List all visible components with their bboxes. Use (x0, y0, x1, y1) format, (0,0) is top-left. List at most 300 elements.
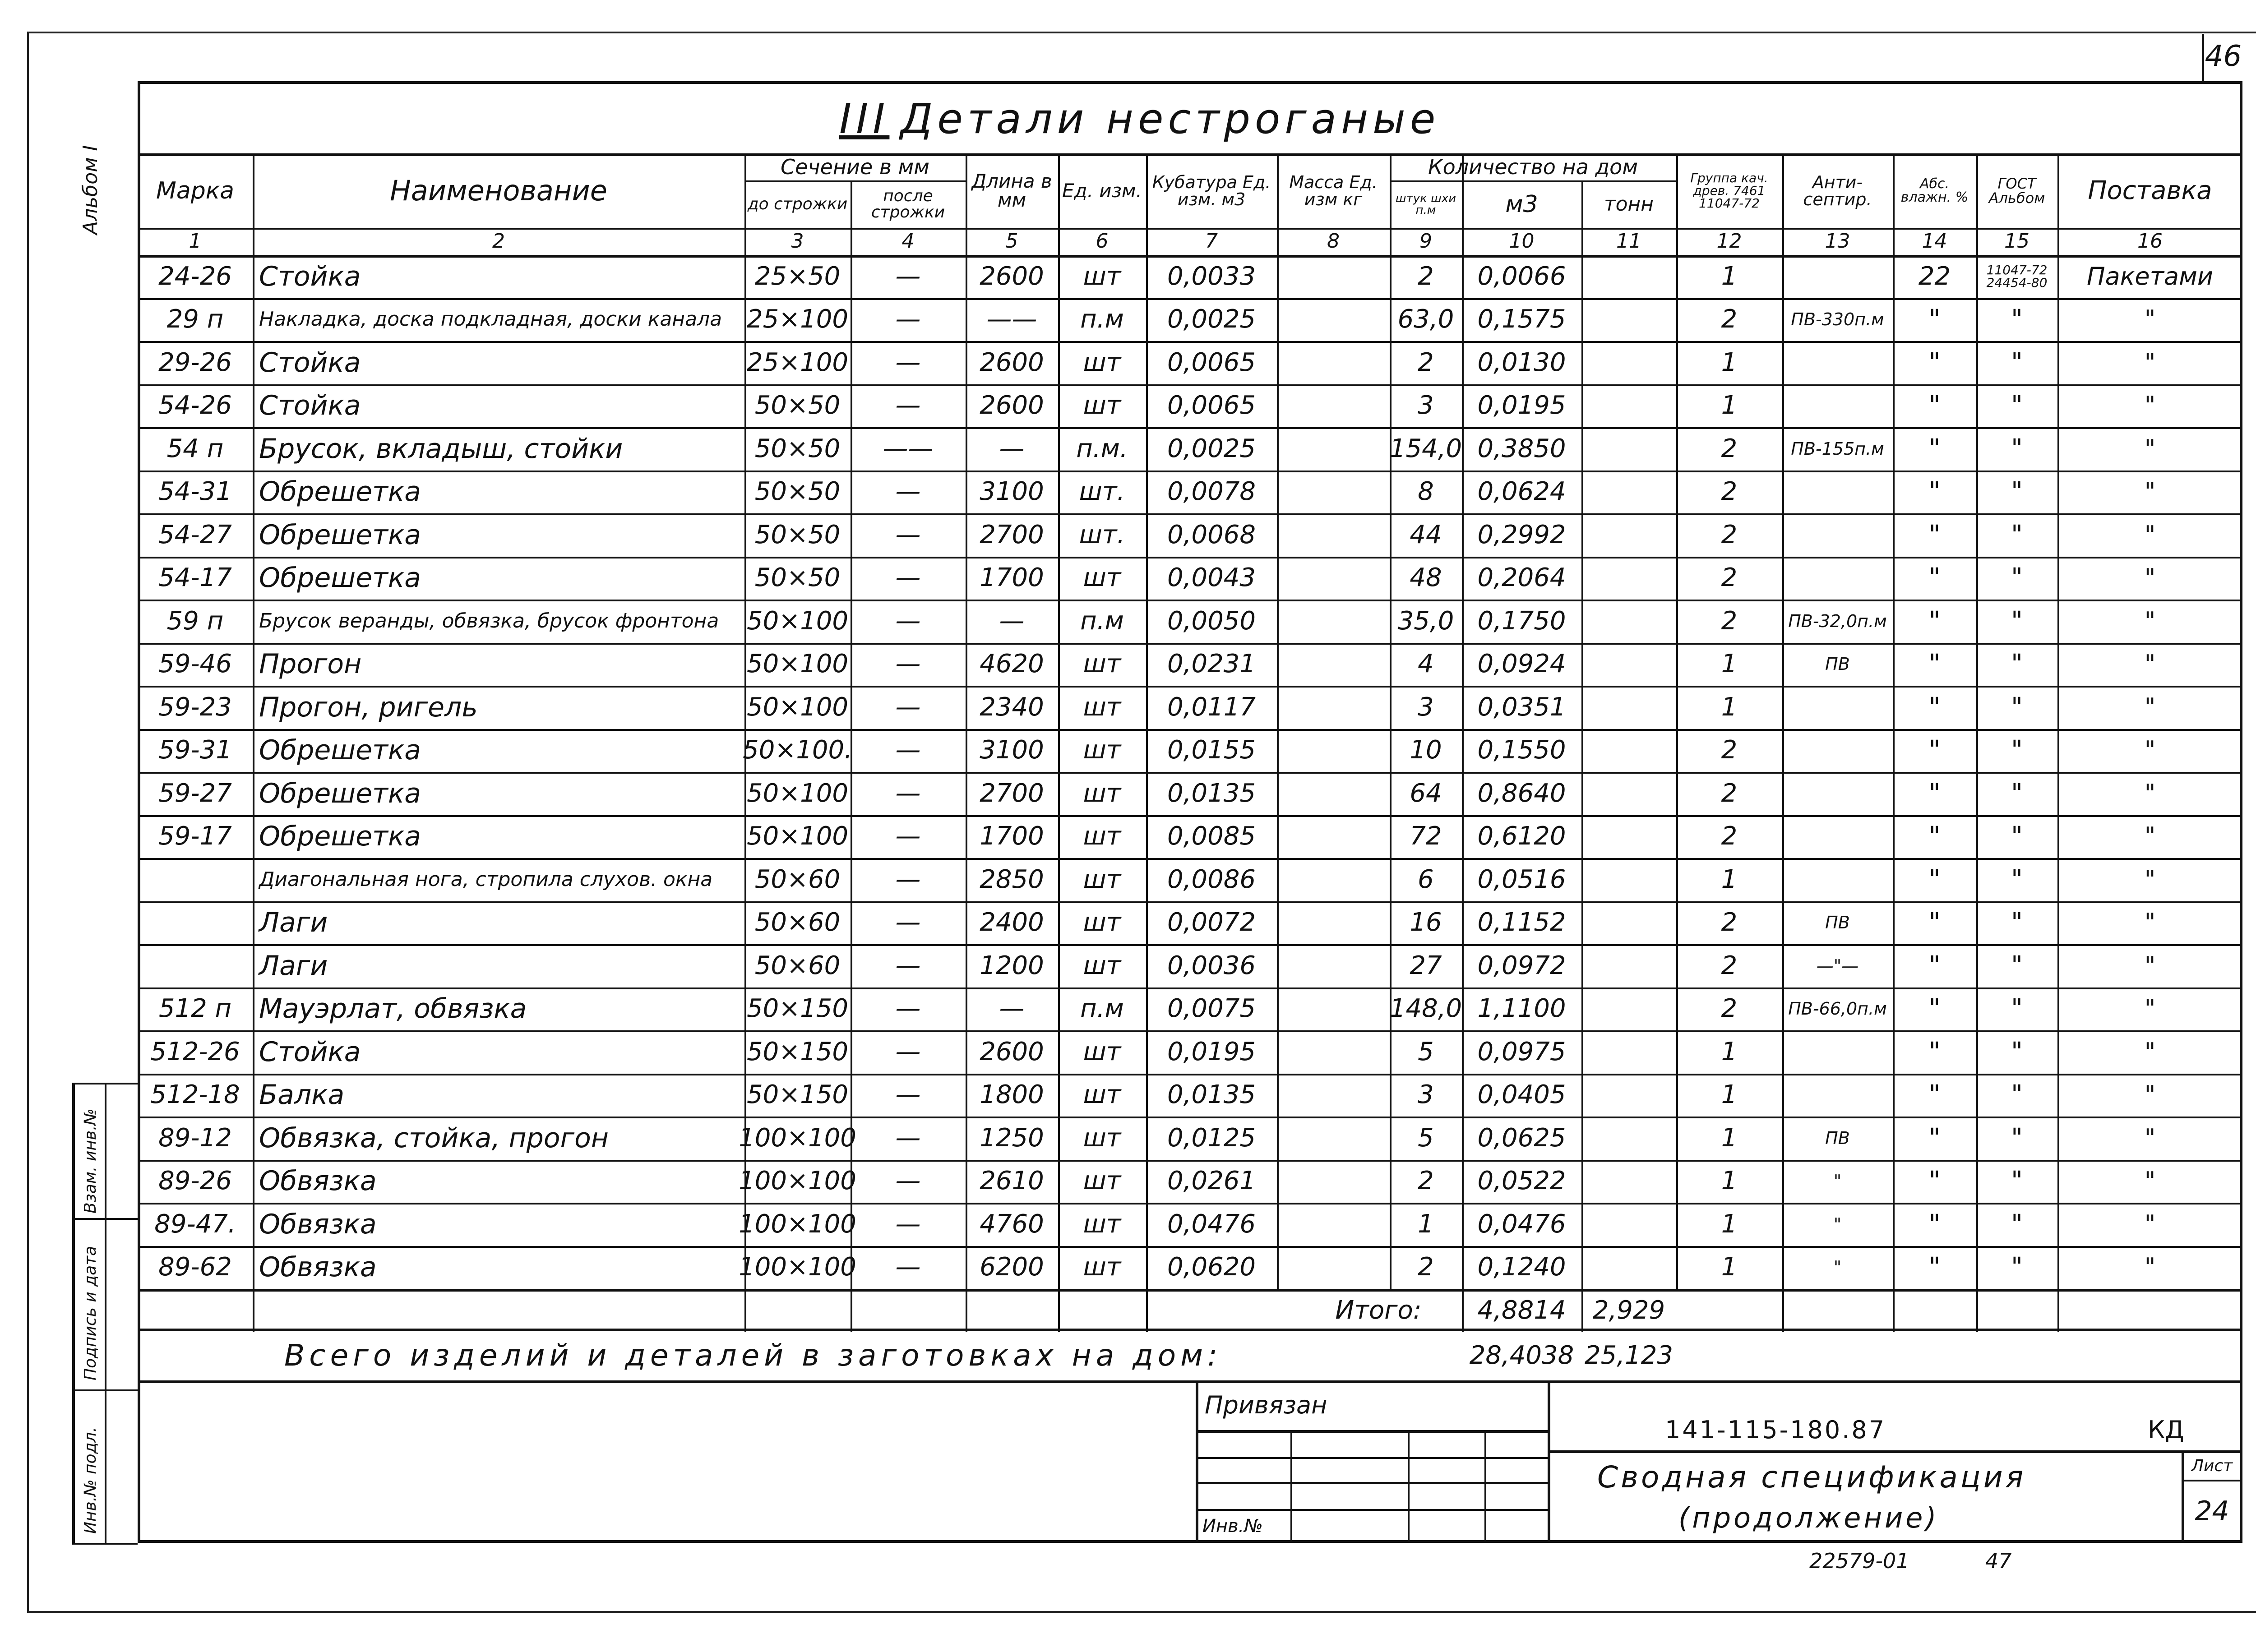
row-marka (138, 858, 253, 901)
tb-vline (1290, 1430, 1292, 1543)
row-marka: 54-17 (158, 563, 232, 593)
row-pcs: 10 (1410, 735, 1442, 765)
stamp-line (72, 1218, 138, 1220)
row-unit: шт (1083, 563, 1121, 593)
row-after: —— (883, 434, 934, 463)
column-number: 7 (1205, 230, 1218, 253)
row-grp: 2 (1721, 477, 1738, 507)
row-vol: 0,0065 (1167, 347, 1256, 377)
row-tonn (1581, 815, 1676, 858)
row-gost: " (2011, 1166, 2023, 1196)
sheet-label: Лист (2191, 1456, 2233, 1475)
row-m3: 0,3850 (1477, 434, 1566, 463)
row-marka: 89-12 (158, 1123, 232, 1153)
row-unit: п.м. (1076, 434, 1128, 463)
row-unit: шт (1083, 261, 1121, 291)
row-sec: 50×100 (746, 778, 849, 808)
row-vol: 0,0068 (1167, 520, 1256, 549)
row-deliv: " (2144, 348, 2156, 377)
row-gost: " (2011, 1080, 2023, 1110)
row-sec: 50×100 (746, 821, 849, 851)
row-anti: ПВ (1825, 1128, 1850, 1148)
row-name: Балка (259, 1079, 345, 1111)
row-m3: 0,8640 (1477, 778, 1566, 808)
column-number: 16 (2137, 230, 2163, 253)
row-deliv: " (2144, 563, 2156, 592)
row-after: — (895, 1209, 921, 1239)
hdr-mass: Масса Ед. изм кг (1289, 172, 1378, 209)
row-tonn (1581, 858, 1676, 901)
row-anti (1782, 255, 1893, 298)
row-marka: 512-18 (150, 1080, 240, 1110)
row-anti: " (1833, 1171, 1842, 1191)
row-name: Обвязка (259, 1251, 377, 1283)
row-mass (1277, 1246, 1390, 1289)
column-number: 12 (1716, 230, 1742, 253)
row-pcs: 4 (1418, 649, 1434, 679)
row-sec: 100×100 (739, 1123, 856, 1153)
row-name: Обрешетка (259, 821, 421, 853)
row-gost: " (2011, 606, 2023, 636)
row-after: — (895, 347, 921, 377)
row-gost: " (2011, 821, 2023, 851)
column-number: 3 (791, 230, 804, 253)
row-anti (1782, 729, 1893, 772)
row-vol: 0,0025 (1167, 305, 1256, 334)
row-hum: " (1928, 1037, 1941, 1066)
row-name: Прогон (259, 648, 362, 680)
row-unit: шт (1083, 1166, 1121, 1196)
row-grp: 2 (1721, 994, 1738, 1024)
row-vol: 0,0065 (1167, 391, 1256, 420)
row-len: 2610 (980, 1166, 1044, 1196)
row-unit: шт (1083, 1252, 1121, 1282)
privyazan-label: Привязан (1205, 1391, 1327, 1419)
totals-label: Итого: (1335, 1295, 1422, 1325)
row-pcs: 63,0 (1397, 305, 1454, 334)
row-deliv: " (2144, 951, 2156, 980)
row-anti: " (1833, 1257, 1842, 1278)
row-unit: шт (1083, 821, 1121, 851)
row-vol: 0,0085 (1167, 821, 1256, 851)
row-marka: 29-26 (158, 347, 232, 377)
totals-tonn: 2,929 (1592, 1295, 1665, 1325)
row-vol: 0,0476 (1167, 1209, 1256, 1239)
row-gost: " (2011, 477, 2023, 507)
row-gost: " (2011, 563, 2023, 593)
row-tonn (1581, 341, 1676, 384)
row-gost: " (2011, 391, 2023, 420)
row-len: 2700 (980, 520, 1044, 549)
row-len: — (999, 606, 1025, 636)
row-grp: 1 (1721, 649, 1738, 679)
row-anti (1782, 471, 1893, 514)
hdr-unit: Ед. изм. (1062, 179, 1142, 202)
row-deliv: " (2144, 1123, 2156, 1152)
row-anti (1782, 815, 1893, 858)
row-after: — (895, 606, 921, 636)
row-sec: 50×150 (746, 994, 849, 1024)
row-grp: 1 (1721, 1166, 1738, 1196)
row-anti (1782, 772, 1893, 815)
column-number: 13 (1825, 230, 1850, 253)
row-gost: " (2011, 908, 2023, 937)
title-block-top (138, 1380, 2242, 1383)
row-deliv: " (2144, 994, 2156, 1023)
row-line (138, 1289, 2242, 1292)
row-marka: 54-31 (158, 477, 232, 507)
row-vol: 0,0086 (1167, 864, 1256, 894)
row-marka: 54-26 (158, 391, 232, 420)
row-sec: 25×100 (746, 347, 849, 377)
row-deliv: " (2144, 477, 2156, 506)
row-m3: 0,0625 (1477, 1123, 1566, 1153)
row-m3: 0,0516 (1477, 864, 1566, 894)
row-grp: 1 (1721, 1252, 1738, 1282)
row-hum: " (1928, 1123, 1941, 1153)
row-tonn (1581, 427, 1676, 471)
row-pcs: 2 (1418, 347, 1434, 377)
row-hum: 22 (1918, 261, 1951, 291)
row-len: 2400 (980, 908, 1044, 937)
row-anti: ПВ-32,0п.м (1788, 611, 1887, 631)
row-hum: " (1928, 994, 1941, 1024)
row-deliv: " (2144, 391, 2156, 420)
row-tonn (1581, 557, 1676, 600)
row-deliv: " (2144, 822, 2156, 851)
row-m3: 0,0066 (1477, 261, 1566, 291)
row-m3: 0,0624 (1477, 477, 1566, 507)
column-number: 9 (1419, 230, 1432, 253)
row-pcs: 2 (1418, 1252, 1434, 1282)
row-anti (1782, 858, 1893, 901)
row-len: 2600 (980, 347, 1044, 377)
row-hum: " (1928, 735, 1941, 765)
row-unit: шт (1083, 951, 1121, 980)
row-after: — (895, 649, 921, 679)
hdr-length: Длина в мм (971, 170, 1052, 211)
row-unit: шт (1083, 1037, 1121, 1066)
row-mass (1277, 600, 1390, 643)
row-grp: 1 (1721, 261, 1738, 291)
row-mass (1277, 471, 1390, 514)
row-unit: шт (1083, 1209, 1121, 1239)
row-vol: 0,0195 (1167, 1037, 1256, 1066)
row-mass (1277, 1117, 1390, 1160)
row-marka (138, 944, 253, 988)
row-gost: " (2011, 1123, 2023, 1153)
row-marka: 59-31 (158, 735, 232, 765)
row-len: 2600 (980, 391, 1044, 420)
row-sec: 50×60 (754, 951, 841, 980)
row-deliv: " (2144, 1253, 2156, 1282)
row-vol: 0,0135 (1167, 1080, 1256, 1110)
row-unit: шт (1083, 1123, 1121, 1153)
row-mass (1277, 513, 1390, 557)
row-grp: 2 (1721, 606, 1738, 636)
section-title (839, 95, 1440, 143)
row-mass (1277, 686, 1390, 729)
row-m3: 0,1750 (1477, 606, 1566, 636)
grand-total-m3: 28,4038 (1469, 1341, 1574, 1370)
row-after: — (895, 520, 921, 549)
row-gost: " (2011, 520, 2023, 549)
row-name: Обрешетка (259, 562, 421, 594)
row-mass (1277, 643, 1390, 686)
row-pcs: 27 (1410, 951, 1442, 980)
column-number: 10 (1509, 230, 1535, 253)
row-anti: ПВ (1825, 913, 1850, 933)
column-number: 4 (901, 230, 915, 253)
row-after: — (895, 1252, 921, 1282)
row-vol: 0,0036 (1167, 951, 1256, 980)
row-mass (1277, 858, 1390, 901)
row-vol: 0,0117 (1167, 692, 1256, 722)
column-number: 2 (492, 230, 505, 253)
row-deliv: " (2144, 650, 2156, 678)
stamp-signature-date: Подпись и дата (81, 1246, 100, 1380)
row-anti: ПВ-330п.м (1791, 309, 1884, 330)
column-number: 1 (189, 230, 202, 253)
row-mass (1277, 384, 1390, 428)
row-hum: " (1928, 1209, 1941, 1239)
row-m3: 0,0476 (1477, 1209, 1566, 1239)
row-hum: " (1928, 434, 1941, 463)
row-marka (138, 901, 253, 945)
row-len: —— (986, 305, 1037, 334)
row-tonn (1581, 255, 1676, 298)
row-tonn (1581, 471, 1676, 514)
row-hum: " (1928, 649, 1941, 679)
row-sec: 50×100 (746, 606, 849, 636)
row-vol: 0,0078 (1167, 477, 1256, 507)
row-hum: " (1928, 477, 1941, 507)
row-after: — (895, 1080, 921, 1110)
sheet-number: 24 (2195, 1495, 2229, 1527)
row-name: Стойка (259, 390, 361, 422)
row-vol: 0,0072 (1167, 908, 1256, 937)
row-hum: " (1928, 908, 1941, 937)
hdr-qty-tonn: тонн (1604, 192, 1654, 216)
row-len: 2850 (980, 864, 1044, 894)
row-gost: " (2011, 1209, 2023, 1239)
row-vol: 0,0075 (1167, 994, 1256, 1024)
row-after: — (895, 692, 921, 722)
row-grp: 2 (1721, 821, 1738, 851)
row-tonn (1581, 1203, 1676, 1246)
row-mass (1277, 1030, 1390, 1074)
row-after: — (895, 1123, 921, 1153)
row-m3: 0,1550 (1477, 735, 1566, 765)
row-sec: 50×50 (754, 477, 841, 507)
row-hum: " (1928, 1080, 1941, 1110)
row-sec: 100×100 (739, 1209, 856, 1239)
row-mass (1277, 988, 1390, 1031)
row-pcs: 44 (1410, 520, 1442, 549)
row-marka: 54 п (166, 434, 224, 463)
hdr-qty-m3: м3 (1505, 190, 1538, 218)
row-unit: шт (1083, 908, 1121, 937)
row-anti: " (1833, 1214, 1842, 1234)
row-anti (1782, 1074, 1893, 1117)
grand-total-label: Всего изделий и деталей в заготовках на дом: (284, 1338, 1222, 1373)
row-anti (1782, 341, 1893, 384)
hdr-gost: ГОСТ Альбом (1988, 175, 2045, 207)
row-grp: 2 (1721, 434, 1738, 463)
row-hum: " (1928, 778, 1941, 808)
row-m3: 0,1240 (1477, 1252, 1566, 1282)
row-name: Стойка (259, 260, 361, 292)
row-unit: шт (1083, 778, 1121, 808)
row-vol: 0,0033 (1167, 261, 1256, 291)
row-name: Диагональная нога, стропила слухов. окна (259, 868, 713, 891)
row-tonn (1581, 1160, 1676, 1203)
row-len: 2600 (980, 1037, 1044, 1066)
row-deliv: " (2144, 779, 2156, 808)
row-name: Прогон, ригель (259, 691, 478, 723)
row-m3: 0,1575 (1477, 305, 1566, 334)
row-tonn (1581, 298, 1676, 341)
row-tonn (1581, 729, 1676, 772)
row-unit: шт (1083, 649, 1121, 679)
row-grp: 1 (1721, 347, 1738, 377)
row-tonn (1581, 944, 1676, 988)
row-anti: —"— (1816, 955, 1859, 976)
row-marka: 89-47. (154, 1209, 236, 1239)
row-m3: 0,0924 (1477, 649, 1566, 679)
inv-no-label: Инв.№ (1202, 1515, 1263, 1537)
row-marka: 54-27 (158, 520, 232, 549)
row-unit: шт (1083, 391, 1121, 420)
hdr-volume: Кубатура Ед. изм. м3 (1152, 172, 1271, 209)
row-len: 2700 (980, 778, 1044, 808)
row-marka: 59-23 (158, 692, 232, 722)
row-len: 3100 (980, 735, 1044, 765)
row-pcs: 16 (1410, 908, 1442, 937)
row-len: — (999, 434, 1025, 463)
tb-line (1196, 1430, 1548, 1433)
row-after: — (895, 563, 921, 593)
row-tonn (1581, 901, 1676, 945)
row-len: 6200 (980, 1252, 1044, 1282)
row-name: Обвязка (259, 1165, 377, 1197)
row-sec: 50×60 (754, 864, 841, 894)
row-mass (1277, 901, 1390, 945)
sheet-corner-number: 46 (2202, 34, 2242, 83)
row-unit: шт (1083, 864, 1121, 894)
row-mass (1277, 944, 1390, 988)
row-anti: ПВ-66,0п.м (1788, 999, 1887, 1019)
row-sec: 50×100 (746, 692, 849, 722)
row-anti (1782, 384, 1893, 428)
row-gost: " (2011, 649, 2023, 679)
row-name: Обрешетка (259, 777, 421, 809)
row-deliv: " (2144, 865, 2156, 894)
row-anti: ПВ (1825, 654, 1850, 674)
row-name: Обрешетка (259, 519, 421, 551)
hdr-group: Группа кач. древ. 7461 11047-72 (1690, 170, 1768, 211)
row-mass (1277, 427, 1390, 471)
tb-line-right (1548, 1450, 2242, 1453)
row-deliv: " (2144, 434, 2156, 463)
row-name: Лаги (259, 907, 328, 939)
row-gost: " (2011, 347, 2023, 377)
row-vol: 0,0261 (1167, 1166, 1256, 1196)
row-marka: 29 п (166, 305, 224, 334)
row-mass (1277, 298, 1390, 341)
row-after: — (895, 477, 921, 507)
row-deliv: " (2144, 1080, 2156, 1109)
row-name: Накладка, доска подкладная, доски канала (259, 308, 722, 331)
row-m3: 0,0130 (1477, 347, 1566, 377)
row-marka: 89-62 (158, 1252, 232, 1282)
row-marka: 512 п (158, 994, 232, 1024)
stamp-line (72, 1083, 138, 1084)
row-m3: 0,6120 (1477, 821, 1566, 851)
row-sec: 25×100 (746, 305, 849, 334)
row-mass (1277, 1203, 1390, 1246)
row-name: Лаги (259, 950, 328, 982)
column-number: 6 (1096, 230, 1109, 253)
row-marka: 59-46 (158, 649, 232, 679)
row-hum: " (1928, 347, 1941, 377)
row-vol: 0,0043 (1167, 563, 1256, 593)
row-len: 1800 (980, 1080, 1044, 1110)
row-tonn (1581, 1030, 1676, 1074)
row-tonn (1581, 988, 1676, 1031)
column-number: 15 (2004, 230, 2029, 253)
row-hum: " (1928, 305, 1941, 334)
row-grp: 2 (1721, 305, 1738, 334)
row-pcs: 64 (1410, 778, 1442, 808)
row-tonn (1581, 513, 1676, 557)
row-hum: " (1928, 563, 1941, 593)
title-block-left (1196, 1380, 1198, 1543)
row-mass (1277, 1074, 1390, 1117)
row-pcs: 72 (1410, 821, 1442, 851)
row-mass (1277, 341, 1390, 384)
hdr-qty-pcs: штук шхи п.м (1395, 191, 1456, 217)
row-marka: 59-27 (158, 778, 232, 808)
row-deliv: " (2144, 1209, 2156, 1238)
row-vol: 0,0135 (1167, 778, 1256, 808)
row-tonn (1581, 1074, 1676, 1117)
row-m3: 0,0522 (1477, 1166, 1566, 1196)
row-unit: шт (1083, 1080, 1121, 1110)
column-number: 5 (1005, 230, 1018, 253)
row-after: — (895, 1166, 921, 1196)
row-hum: " (1928, 821, 1941, 851)
row-pcs: 3 (1418, 692, 1434, 722)
column-number: 8 (1327, 230, 1340, 253)
row-mass (1277, 557, 1390, 600)
row-marka: 89-26 (158, 1166, 232, 1196)
row-after: — (895, 261, 921, 291)
row-hum: " (1928, 951, 1941, 980)
row-pcs: 154,0 (1389, 434, 1462, 463)
row-pcs: 1 (1418, 1209, 1434, 1239)
row-grp: 2 (1721, 951, 1738, 980)
row-deliv: " (2144, 606, 2156, 635)
row-unit: п.м (1080, 305, 1124, 334)
row-sec: 100×100 (739, 1252, 856, 1282)
row-deliv: " (2144, 692, 2156, 721)
row-gost: " (2011, 735, 2023, 765)
stamp-inv-podl: Инв.№ подл. (81, 1427, 100, 1534)
row-tonn (1581, 643, 1676, 686)
row-len: 1200 (980, 951, 1044, 980)
row-len: 1250 (980, 1123, 1044, 1153)
